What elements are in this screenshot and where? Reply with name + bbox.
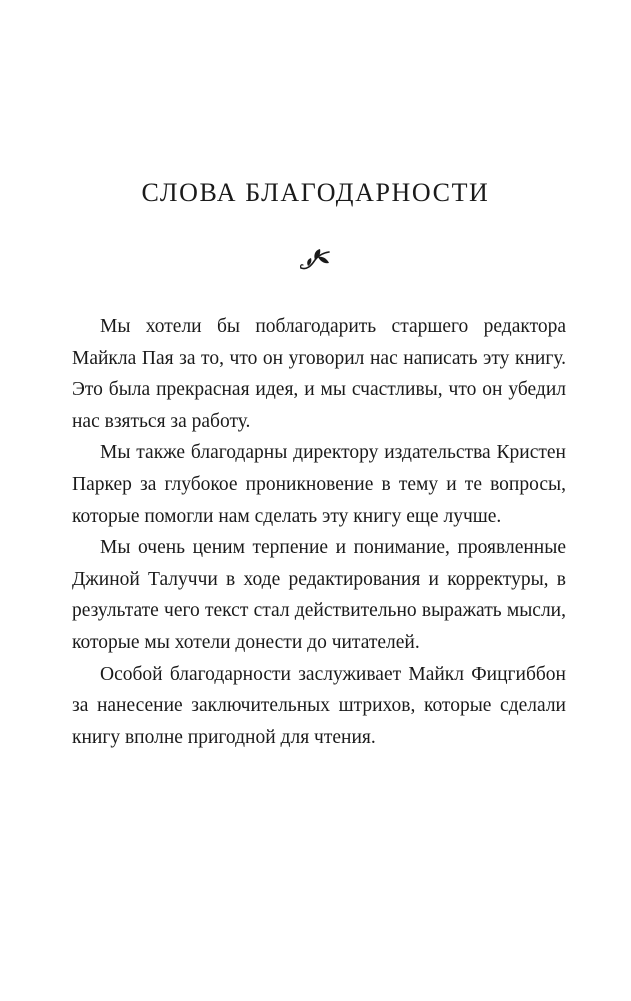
leaf-vine-icon xyxy=(298,247,334,273)
page-title: СЛОВА БЛАГОДАРНОСТИ xyxy=(141,178,490,207)
paragraph: Особой благодарности заслуживает Майкл Фицгиббон за нанесение заключительных штрихов, которые сделали книгу вполне пригодной для чтения. xyxy=(72,663,566,748)
paragraph: Мы очень ценим терпение и понимание, проявленные Джиной Талуччи в ходе редактирования и корректуры, в результате чего текст стал действительно выражать мысли, которые мы хотели донести до читателей. xyxy=(72,537,566,653)
paragraph: Мы также благодарны директору издательства Кристен Паркер за глубокое проникновение в тему и те вопросы, которые помогли нам сделать эту книгу еще лучше. xyxy=(72,442,566,527)
paragraph: Мы хотели бы поблагодарить старшего редактора Майкла Пая за то, что он уговорил нас написать эту книгу. Это была прекрасная идея, и мы счастливы, что он убедил нас взяться за работу. xyxy=(72,316,566,432)
acknowledgements-text xyxy=(72,311,566,753)
